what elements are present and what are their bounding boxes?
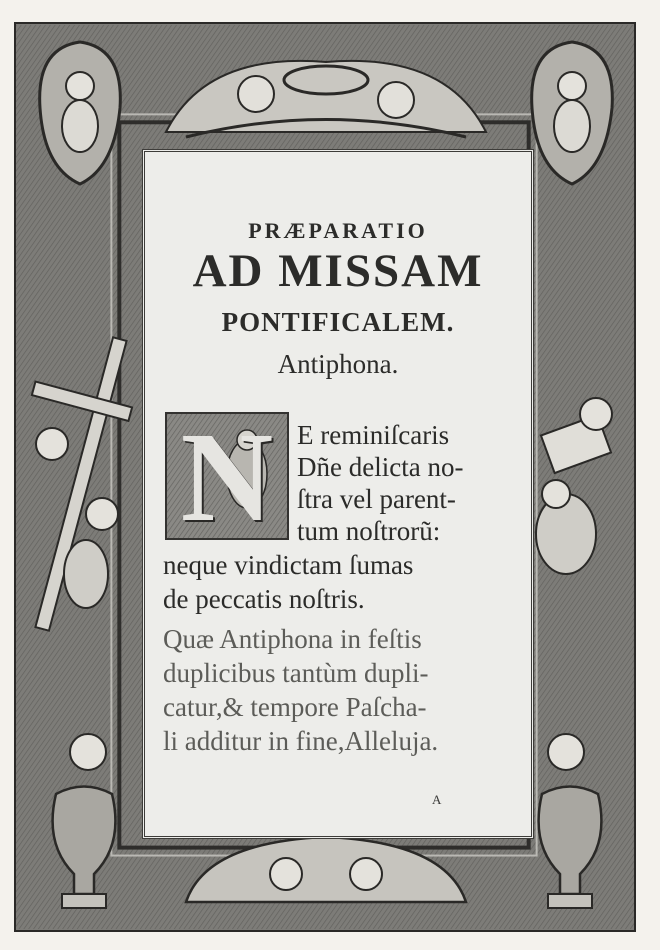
antiphon-line: neque vindictam ſumas bbox=[163, 550, 414, 580]
vase-icon bbox=[520, 724, 620, 914]
cross-icon bbox=[22, 324, 140, 654]
antiphon-line: E reminiſcaris bbox=[297, 420, 450, 450]
initial-letter: N bbox=[180, 412, 274, 540]
antiphon-line: de peccatis noſtris. bbox=[163, 584, 365, 614]
crown-wreath-icon bbox=[146, 32, 506, 152]
rubric-line: Quæ Antiphona in feſtis bbox=[163, 624, 422, 654]
cherub-icon bbox=[34, 38, 126, 188]
signature-mark: A bbox=[432, 792, 442, 807]
heading-line-4: Antiphona. bbox=[277, 349, 399, 379]
rubric-line: li additur in fine,Alleluja. bbox=[163, 726, 439, 756]
antiphon-line: ſtra vel parent- bbox=[297, 484, 456, 514]
heading-line-2: AD MISSAM bbox=[192, 245, 484, 297]
rubric-line: catur,& tempore Paſcha- bbox=[163, 692, 427, 722]
heading-line-1: PRÆPARATIO bbox=[248, 218, 428, 243]
text-panel bbox=[142, 149, 534, 839]
rubric-line: duplicibus tantùm dupli- bbox=[163, 658, 429, 688]
historiated-initial-icon bbox=[165, 412, 289, 540]
antiphon-line: Dñe delicta no- bbox=[297, 452, 464, 482]
antiphon-line: tum noſtrorũ: bbox=[297, 516, 441, 546]
cherub-icon bbox=[526, 38, 618, 188]
engraved-border bbox=[14, 22, 636, 932]
heading-line-3: PONTIFICALEM. bbox=[221, 307, 455, 337]
vase-icon bbox=[34, 724, 134, 914]
